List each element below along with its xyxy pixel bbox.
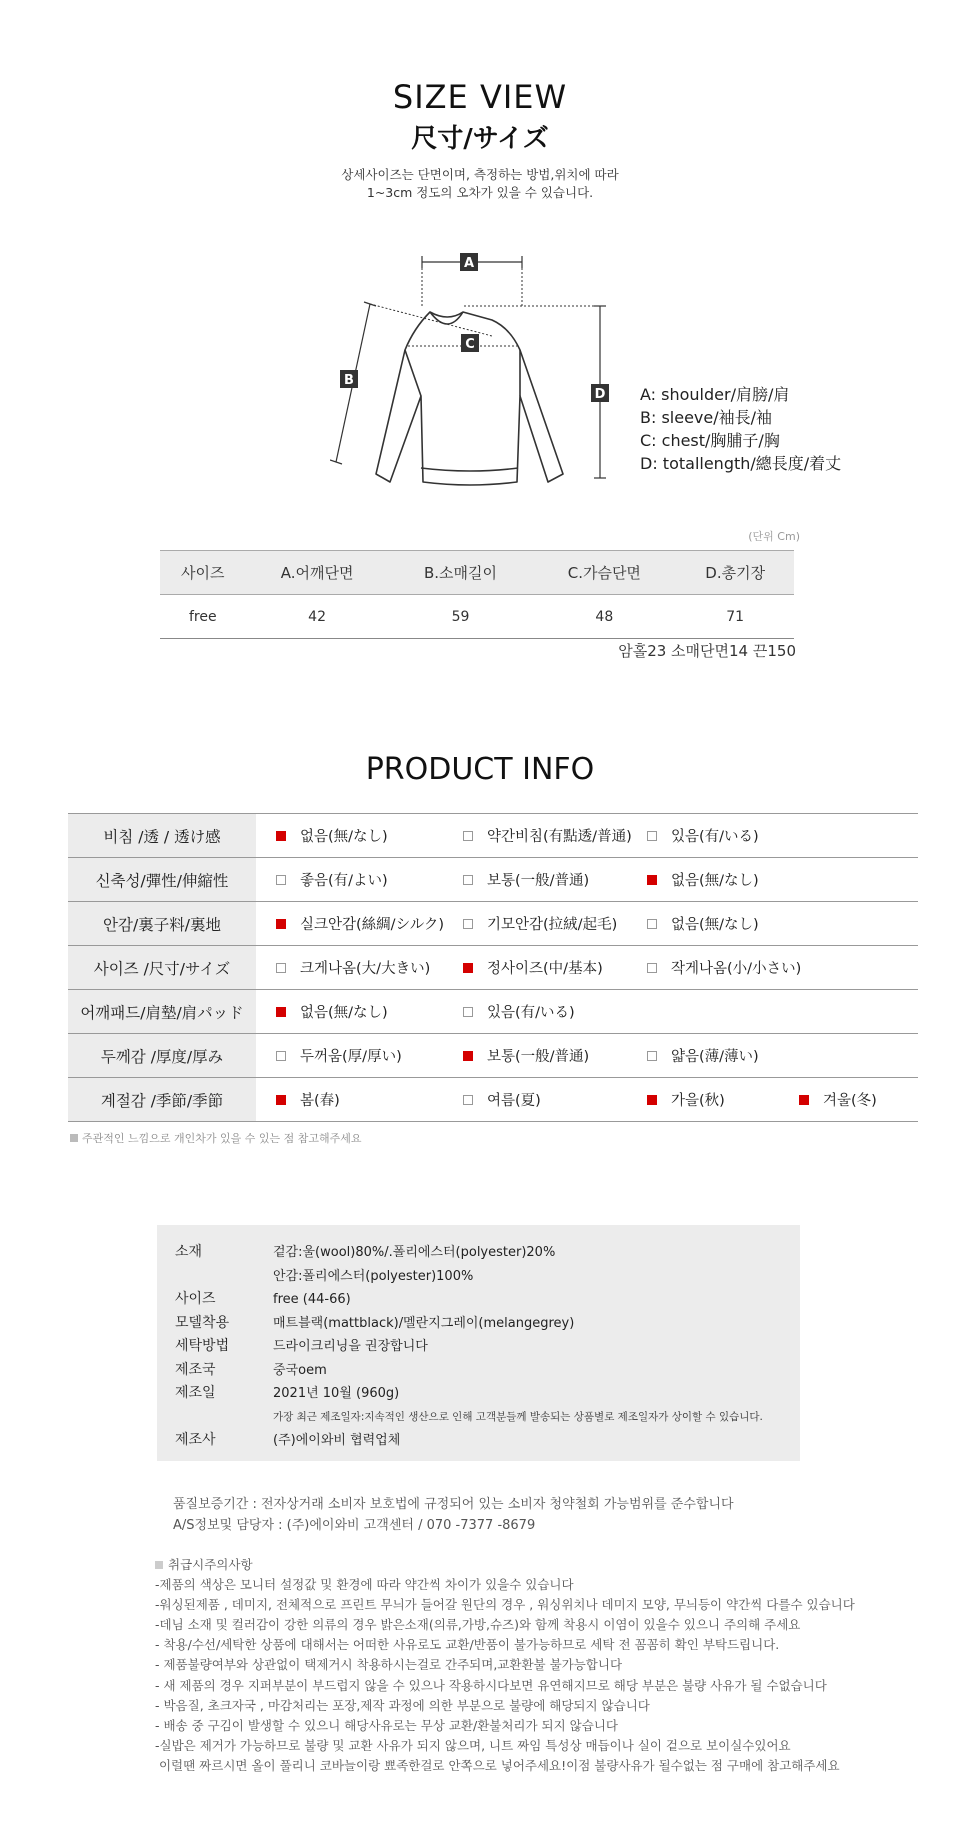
- info-row-thickness: [68, 1034, 918, 1078]
- checkbox: [463, 875, 473, 885]
- spec-row-model: [175, 1312, 782, 1336]
- size-note-line: 상세사이즈는 단면이며, 측정하는 방법,위치에 따라: [341, 167, 619, 182]
- info-option: 정사이즈(中/基本): [463, 946, 603, 989]
- checkbox: [276, 875, 286, 885]
- spec-row-wash: [175, 1335, 782, 1359]
- info-option: 없음(無/なし): [647, 858, 759, 901]
- info-label: 신축성/彈性/伸縮性: [68, 858, 256, 901]
- legend-item: B: sleeve/袖長/袖: [640, 408, 773, 427]
- header-shoulder: A.어깨단면: [246, 551, 389, 595]
- info-row-elasticity: [68, 858, 918, 902]
- info-option: 가을(秋): [647, 1078, 725, 1121]
- spec-label: 세탁방법: [175, 1338, 230, 1354]
- info-option: 없음(無/なし): [276, 990, 388, 1033]
- bullet-square: [155, 1561, 163, 1569]
- care-line: - 박음질, 초크자국 , 마감처리는 포장,제작 과정에 의한 부분으로 불량에 해당되지 않습니다: [155, 1697, 650, 1713]
- care-line: -워싱된제품 , 데미지, 전체적으로 프린트 무늬가 들어갈 원단의 경우 , 워싱위치나 데미지 모양, 무늬등이 약간씩 다를수 있습니다: [155, 1597, 855, 1613]
- spec-row-maker: [175, 1429, 782, 1453]
- info-row-lining: [68, 902, 918, 946]
- spec-value: 겉감:울(wool)80%/.폴리에스터(polyester)20%: [273, 1245, 556, 1260]
- info-row-size: [68, 946, 918, 990]
- info-option: 실크안감(絲綢/シルク): [276, 902, 444, 945]
- legend-item: C: chest/胸脯子/胸: [640, 431, 780, 450]
- spec-date-note: 가장 최근 제조일자:지속적인 생산으로 인해 고객분들께 발송되는 상품별로 제조일자가 상이할 수 있습니다.: [273, 1410, 763, 1423]
- cell-size: free: [160, 595, 246, 639]
- checkbox: [276, 1051, 286, 1061]
- header-length: D.총기장: [676, 551, 794, 595]
- info-option: 작게나옴(小/小さい): [647, 946, 801, 989]
- care-line: - 새 제품의 경우 지퍼부분이 부드럽지 않을 수 있으나 작용하시다보면 유연해지므로 해당 부분은 불량 사유가 될 수없습니다: [155, 1677, 827, 1693]
- dotted-guides: [370, 268, 600, 346]
- info-label: 두께감 /厚度/厚み: [68, 1034, 256, 1077]
- info-option: 두꺼움(厚/厚い): [276, 1034, 402, 1077]
- info-label: 어깨패드/肩墊/肩パッド: [68, 990, 256, 1033]
- checkbox: [647, 831, 657, 841]
- product-info-table: [68, 813, 918, 1122]
- checkbox: [463, 831, 473, 841]
- info-row-shoulder-pad: [68, 990, 918, 1034]
- info-option: 봄(春): [276, 1078, 340, 1121]
- spec-value: (주)에이와비 협력업체: [273, 1433, 401, 1448]
- checkbox: [463, 1007, 473, 1017]
- checkbox: [276, 1095, 286, 1105]
- size-view-title: SIZE VIEW: [392, 78, 568, 116]
- legend-item: A: shoulder/肩膀/肩: [640, 385, 790, 404]
- checkbox: [276, 1007, 286, 1017]
- checkbox: [647, 963, 657, 973]
- care-title: 취급시주의사항: [155, 1555, 855, 1575]
- checkbox: [647, 919, 657, 929]
- info-label: 계절감 /季節/季節: [68, 1078, 256, 1121]
- marker-d: D: [594, 387, 606, 402]
- checkbox: [276, 963, 286, 973]
- checkbox: [647, 1051, 657, 1061]
- table-row: [160, 595, 794, 639]
- product-info-title: PRODUCT INFO: [365, 752, 595, 787]
- care-line: - 배송 중 구김이 발생할 수 있으니 해당사유로는 무상 교환/환불처리가 되지 않습니다: [155, 1717, 618, 1733]
- care-line: 이럴땐 짜르시면 올이 풀리니 코바늘이랑 뾰족한걸로 안쪽으로 넣어주세요!이점 불량사유가 될수없는 점 구매에 참고해주세요: [155, 1757, 840, 1773]
- cell-shoulder: 42: [246, 595, 389, 639]
- spec-row-country: [175, 1359, 782, 1383]
- marker-a: A: [463, 256, 475, 271]
- info-option: 기모안감(拉絨/起毛): [463, 902, 617, 945]
- measure-legend: [640, 383, 841, 475]
- spec-value: 2021년 10월 (960g): [273, 1386, 400, 1401]
- warranty-line: 품질보증기간 : 전자상거래 소비자 보호법에 규정되어 있는 소비자 청약철회 가능범위를 준수합니다: [173, 1497, 734, 1512]
- spec-value: 매트블랙(mattblack)/멜란지그레이(melangegrey): [273, 1315, 575, 1331]
- checkbox: [799, 1095, 809, 1105]
- garment-diagram: [330, 246, 630, 496]
- checkbox: [463, 1051, 473, 1061]
- info-option: 여름(夏): [463, 1078, 541, 1121]
- info-row-season: [68, 1078, 918, 1122]
- info-label: 비침 /透 / 透け感: [68, 814, 256, 857]
- product-info-note: 주관적인 느낌으로 개인차가 있을 수 있는 점 참고해주세요: [70, 1130, 362, 1146]
- header-chest: C.가슴단면: [532, 551, 676, 595]
- spec-value: 중국oem: [273, 1362, 327, 1378]
- info-option: 있음(有/いる): [463, 990, 575, 1033]
- info-option: 없음(無/なし): [647, 902, 759, 945]
- care-line: - 착용/수선/세탁한 상품에 대해서는 어떠한 사유로도 교환/반품이 불가능하므로 세탁 전 꼼꼼히 확인 부탁드립니다.: [155, 1637, 780, 1653]
- info-option: 약간비침(有點透/普通): [463, 814, 632, 857]
- spec-value: 안감:폴리에스터(polyester)100%: [273, 1268, 474, 1284]
- checkbox: [647, 1095, 657, 1105]
- checkbox: [463, 963, 473, 973]
- hem-rib: [421, 468, 518, 471]
- info-option: 겨울(冬): [799, 1078, 877, 1121]
- checkbox: [276, 919, 286, 929]
- spec-value: free (44-66): [273, 1292, 351, 1307]
- checkbox: [463, 1095, 473, 1105]
- size-view-subtitle: 尺寸/サイズ: [411, 124, 549, 154]
- measure-lines: [330, 256, 606, 478]
- checkbox: [276, 831, 286, 841]
- spec-value: 드라이크리닝을 권장합니다: [273, 1339, 428, 1354]
- info-option: 좋음(有/よい): [276, 858, 388, 901]
- care-line: -제품의 색상은 모니터 설정값 및 환경에 따라 약간씩 차이가 있을수 있습니다: [155, 1577, 574, 1593]
- cell-chest: 48: [532, 595, 676, 639]
- unit-label: (단위 Cm): [748, 530, 800, 543]
- care-line: -데님 소재 및 컬러감이 강한 의류의 경우 밝은소재(의류,가방,슈즈)와 함께 착용시 이염이 있을수 있으니 주의해 주세요: [155, 1617, 801, 1633]
- spec-row-date: [175, 1382, 782, 1429]
- spec-label: 제조사: [175, 1432, 216, 1448]
- info-option: 보통(一般/普通): [463, 858, 589, 901]
- size-table-header: [160, 551, 794, 595]
- warranty-line: A/S정보및 담당자 : (주)에이와비 고객센터 / 070 -7377 -8679: [173, 1518, 536, 1533]
- info-option: 크게나옴(大/大きい): [276, 946, 430, 989]
- info-label: 사이즈 /尺寸/サイズ: [68, 946, 256, 989]
- info-label: 안감/裏子料/裏地: [68, 902, 256, 945]
- care-line: -실밥은 제거가 가능하므로 불량 및 교환 사유가 되지 않으며, 니트 짜임 특성상 매듭이나 실이 겉으로 보이실수있어요: [155, 1737, 791, 1753]
- checkbox: [647, 875, 657, 885]
- size-note: [0, 166, 960, 202]
- warranty-info: [173, 1494, 734, 1536]
- marker-c: C: [465, 337, 475, 352]
- info-option: 보통(一般/普通): [463, 1034, 589, 1077]
- checkbox: [463, 919, 473, 929]
- info-option: 없음(無/なし): [276, 814, 388, 857]
- left-armhole: [405, 350, 421, 396]
- spec-box: [157, 1225, 800, 1461]
- info-option: 얇음(薄/薄い): [647, 1034, 759, 1077]
- spec-label: 모델착용: [175, 1314, 230, 1331]
- info-row-transparency: [68, 814, 918, 858]
- header-size: 사이즈: [160, 551, 246, 595]
- care-notes: [155, 1555, 855, 1776]
- cell-sleeve: 59: [389, 595, 533, 639]
- info-option: 있음(有/いる): [647, 814, 759, 857]
- spec-row-material: [175, 1241, 782, 1288]
- spec-row-size: [175, 1288, 782, 1312]
- spec-label: 제조국: [175, 1361, 216, 1378]
- cell-length: 71: [676, 595, 794, 639]
- measure-markers: [340, 253, 609, 402]
- spec-label: 제조일: [175, 1385, 216, 1401]
- size-table: [160, 550, 794, 639]
- size-note-line: 1~3cm 정도의 오차가 있을 수 있습니다.: [366, 185, 594, 200]
- legend-item: D: totallength/總長度/着丈: [640, 454, 842, 473]
- bullet-square: [70, 1134, 78, 1142]
- spec-label: 소재: [175, 1244, 203, 1260]
- header-sleeve: B.소매길이: [389, 551, 533, 595]
- spec-label: 사이즈: [175, 1291, 216, 1307]
- size-extra-note: 암홀23 소매단면14 끈150: [618, 642, 796, 660]
- care-line: - 제품불량여부와 상관없이 택제거시 착용하시는걸로 간주되며,교환환불 불가능합니다: [155, 1657, 623, 1673]
- marker-b: B: [344, 373, 354, 388]
